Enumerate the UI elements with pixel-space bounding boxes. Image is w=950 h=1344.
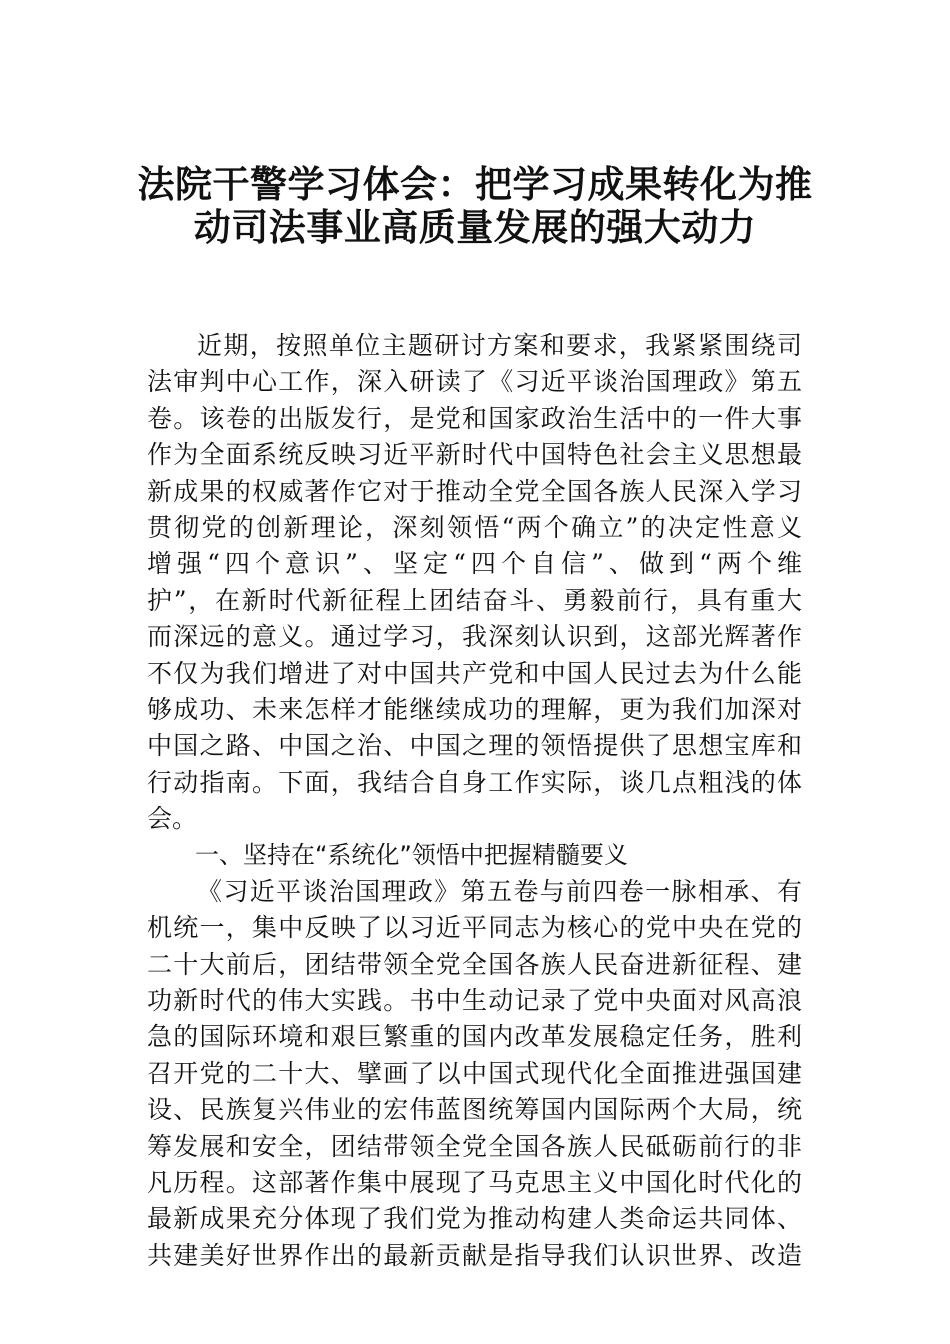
paragraph-line: 共建美好世界作出的最新贡献是指导我们认识世界、改造: [147, 1240, 802, 1270]
paragraph-line: 贯彻党的创新理论，深刻领悟“两个确立”的决定性意义: [147, 512, 802, 542]
paragraph-line: 二十大前后，团结带领全党全国各族人民奋进新征程、建: [147, 949, 802, 979]
paragraph-line: 功新时代的伟大实践。书中生动记录了党中央面对风高浪: [147, 986, 802, 1016]
paragraph-line: 《习近平谈治国理政》第五卷与前四卷一脉相承、有: [197, 876, 802, 906]
document-body: [147, 328, 817, 1274]
paragraph-line: 最新成果充分体现了我们党为推动构建人类命运共同体、: [147, 1204, 802, 1234]
paragraph-line: 增强“四个意识”、坚定“四个自信”、做到“两个维: [147, 549, 802, 579]
paragraph-line: 不仅为我们增进了对中国共产党和中国人民过去为什么能: [147, 658, 802, 688]
document-title-line-2: 动司法事业高质量发展的强大动力: [193, 206, 757, 249]
paragraph-line: 会。: [147, 804, 198, 834]
paragraph-line: 法审判中心工作，深入研读了《习近平谈治国理政》第五: [147, 367, 802, 397]
paragraph-intro: [147, 328, 817, 837]
paragraph-line: 卷。该卷的出版发行，是党和国家政治生活中的一件大事: [147, 403, 802, 433]
paragraph-line: 召开党的二十大、擘画了以中国式现代化全面推进强国建: [147, 1058, 802, 1088]
section-heading-1: 一、坚持在“系统化”领悟中把握精髓要义: [195, 841, 628, 870]
paragraph-line: 机统一，集中反映了以习近平同志为核心的党中央在党的: [147, 913, 802, 943]
paragraph-section-1: [147, 874, 817, 1274]
document-title-line-1: 法院干警学习体会：把学习成果转化为推: [137, 163, 813, 206]
paragraph-line: 近期，按照单位主题研讨方案和要求，我紧紧围绕司: [197, 331, 802, 360]
paragraph-line: 作为全面系统反映习近平新时代中国特色社会主义思想最: [147, 440, 802, 470]
paragraph-line: 凡历程。这部著作集中展现了马克思主义中国化时代化的: [147, 1167, 802, 1197]
paragraph-line: 中国之路、中国之治、中国之理的领悟提供了思想宝库和: [147, 731, 802, 761]
paragraph-line: 护”，在新时代新征程上团结奋斗、勇毅前行，具有重大: [147, 585, 802, 615]
paragraph-line: 急的国际环境和艰巨繁重的国内改革发展稳定任务，胜利: [147, 1022, 802, 1052]
paragraph-line: 够成功、未来怎样才能继续成功的理解，更为我们加深对: [147, 694, 802, 724]
paragraph-line: 设、民族复兴伟业的宏伟蓝图统筹国内国际两个大局，统: [147, 1095, 802, 1125]
paragraph-line: 筹发展和安全，团结带领全党全国各族人民砥砺前行的非: [147, 1131, 802, 1161]
paragraph-line: 而深远的意义。通过学习，我深刻认识到，这部光辉著作: [147, 622, 802, 652]
paragraph-line: 行动指南。下面，我结合自身工作实际，谈几点粗浅的体: [147, 767, 802, 797]
paragraph-line: 新成果的权威著作它对于推动全党全国各族人民深入学习: [147, 476, 802, 506]
